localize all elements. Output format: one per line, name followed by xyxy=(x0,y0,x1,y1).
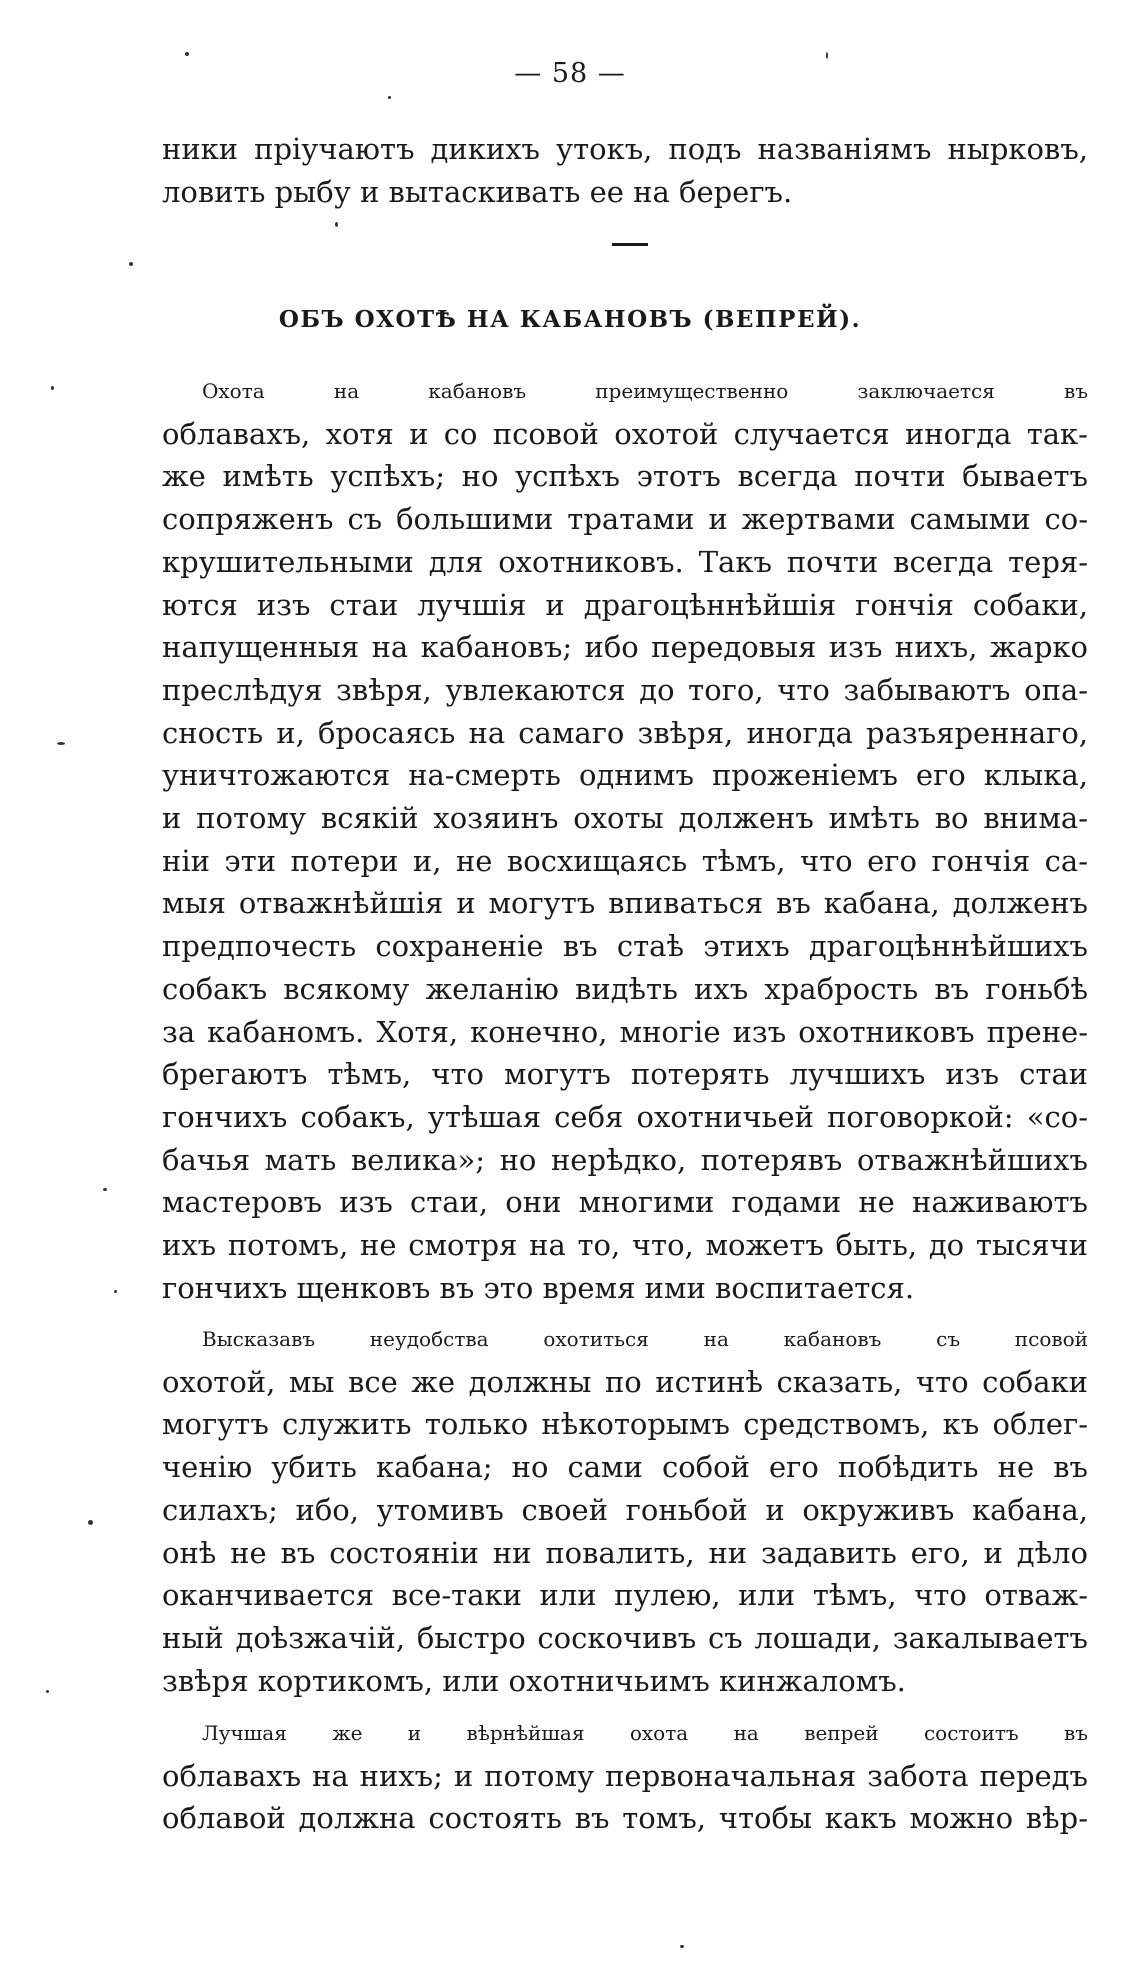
paragraph-2 xyxy=(162,1318,1088,1702)
text-line: Охота на кабановъ преимущественно заключается въ xyxy=(202,379,1088,403)
text-line: сность и, бросаясь на самаго звѣря, иногда разъяреннаго, xyxy=(162,715,1088,750)
text-line: преслѣдуя звѣря, увлекаются до того, что забываютъ опа- xyxy=(162,672,1088,707)
scan-speck xyxy=(88,1520,93,1525)
text-line: мастеровъ изъ стаи, они многими годами не наживаютъ xyxy=(162,1185,1088,1220)
text-line: собакъ всякому желанію видѣть ихъ храбрость въ гоньбѣ xyxy=(162,971,1088,1006)
text-line: облавахъ на нихъ; и потому первоначальная забота передъ xyxy=(162,1758,1088,1793)
text-line: Высказавъ неудобства охотиться на кабановъ съ псовой xyxy=(202,1327,1088,1351)
text-line: бачья мать велика»; но нерѣдко, потерявъ отважнѣйшихъ xyxy=(162,1142,1088,1177)
scan-speck xyxy=(335,222,338,227)
text-line: облавой должна состоять въ томъ, чтобы какъ можно вѣр- xyxy=(162,1801,1088,1836)
text-line: сопряженъ съ большими тратами и жертвами самыми со- xyxy=(162,502,1088,537)
text-line: предпочесть сохраненіе въ стаѣ этихъ драгоцѣннѣйшихъ xyxy=(162,929,1088,964)
paragraph-3 xyxy=(162,1712,1088,1840)
scan-speck xyxy=(826,52,828,59)
intro-text xyxy=(162,128,1088,213)
text-line: Лучшая же и вѣрнѣйшая охота на вепрей состоитъ въ xyxy=(202,1721,1088,1745)
text-line: звѣря кортикомъ, или охотничьимъ кинжаломъ. xyxy=(162,1663,906,1698)
text-line: ніи эти потери и, не восхищаясь тѣмъ, что его гончія са- xyxy=(162,843,1088,878)
scan-speck xyxy=(51,386,54,390)
text-line: же имѣть успѣхъ; но успѣхъ этотъ всегда почти бываетъ xyxy=(162,459,1088,494)
section-separator xyxy=(612,243,648,246)
text-line: охотой, мы все же должны по истинѣ сказать, что собаки xyxy=(162,1364,1088,1399)
text-line: онѣ не въ состояніи ни повалить, ни задавить его, и дѣло xyxy=(162,1535,1088,1570)
text-line: силахъ; ибо, утомивъ своей гоньбой и окруживъ кабана, xyxy=(162,1492,1088,1527)
scan-speck xyxy=(129,262,133,266)
text-line: мыя отважнѣйшія и могутъ впиваться въ кабана, долженъ xyxy=(162,886,1088,921)
section-heading: ОБЪ ОХОТѢ НА КАБАНОВЪ (ВЕПРЕЙ). xyxy=(278,306,862,333)
scan-speck xyxy=(57,742,65,745)
text-line: брегаютъ тѣмъ, что могутъ потерять лучшихъ изъ стаи xyxy=(162,1057,1088,1092)
text-line: ихъ потомъ, не смотря на то, что, можетъ быть, до тысячи xyxy=(162,1228,1088,1263)
text-line: напущенныя на кабановъ; ибо передовыя изъ нихъ, жарко xyxy=(162,630,1088,665)
text-line: и потому всякій хозяинъ охоты долженъ имѣть во внима- xyxy=(162,801,1088,836)
scan-speck xyxy=(114,1290,117,1293)
text-line: ются изъ стаи лучшія и драгоцѣннѣйшія гончія собаки, xyxy=(162,587,1088,622)
text-line: могутъ служить только нѣкоторымъ средствомъ, къ облег- xyxy=(162,1407,1088,1442)
text-line: ловить рыбу и вытаскивать ее на берегъ. xyxy=(162,174,793,209)
text-line: оканчивается все-таки или пулею, или тѣмъ, что отваж- xyxy=(162,1578,1088,1613)
page-number: — 58 — xyxy=(514,58,626,89)
text-line: уничтожаются на-смерть однимъ проженіемъ его клыка, xyxy=(162,758,1088,793)
text-line: за кабаномъ. Хотя, конечно, многіе изъ охотниковъ прене- xyxy=(162,1014,1088,1049)
text-line: ный доѣзжачій, быстро соскочивъ съ лошади, закалываетъ xyxy=(162,1620,1088,1655)
scan-speck xyxy=(46,1690,49,1693)
scan-speck xyxy=(103,1188,107,1191)
text-line: гончихъ собакъ, утѣшая себя охотничьей поговоркой: «со- xyxy=(162,1099,1088,1134)
scan-speck xyxy=(680,1945,684,1948)
text-line: ченію убить кабана; но сами собой его побѣдить не въ xyxy=(162,1450,1088,1485)
text-line: ники пріучаютъ дикихъ утокъ, подъ названіямъ нырковъ, xyxy=(162,132,1088,166)
text-line: облавахъ, хотя и со псовой охотой случается иногда так- xyxy=(162,416,1088,451)
text-line: крушительными для охотниковъ. Такъ почти всегда теря- xyxy=(162,544,1088,579)
scan-speck xyxy=(185,52,189,56)
paragraph-1 xyxy=(162,370,1088,1309)
scan-speck xyxy=(388,96,391,99)
text-line: гончихъ щенковъ въ это время ими воспитается. xyxy=(162,1270,915,1305)
